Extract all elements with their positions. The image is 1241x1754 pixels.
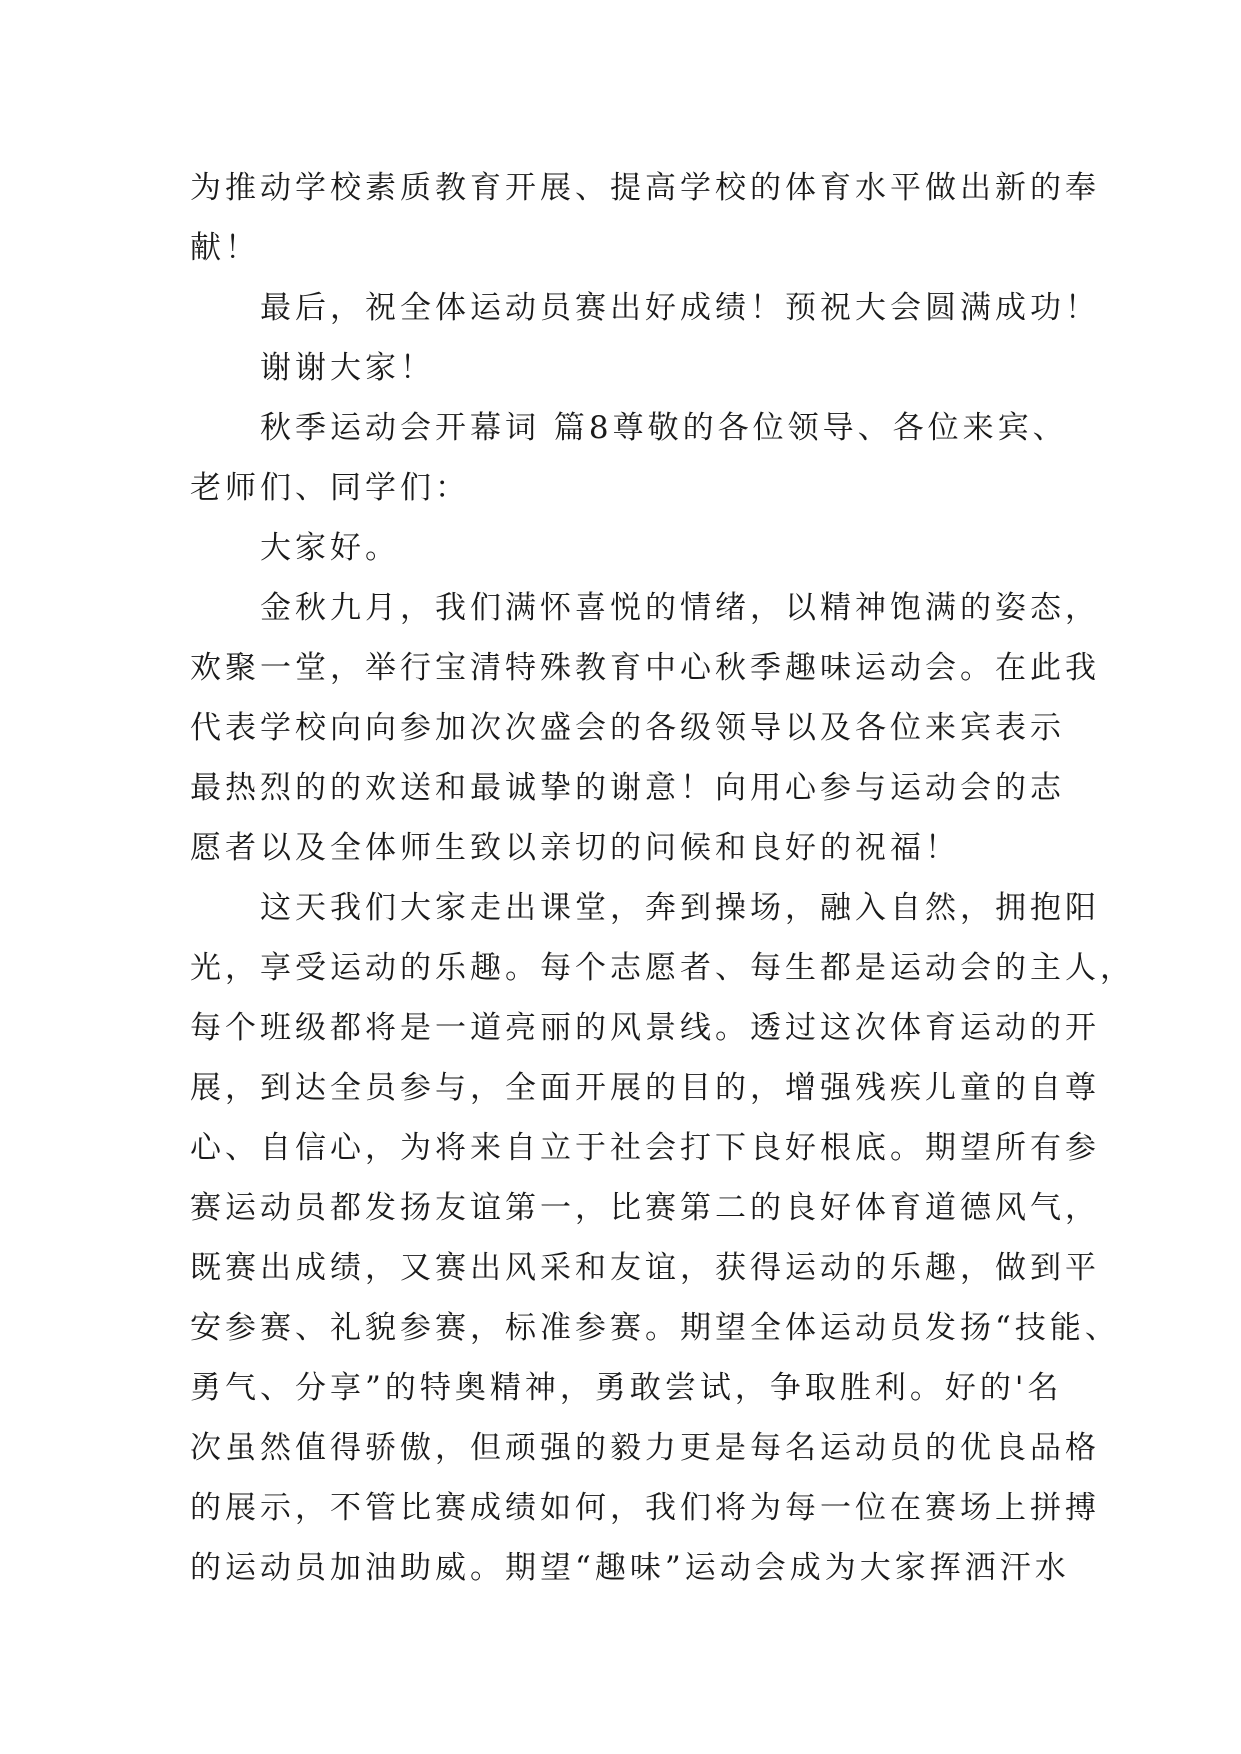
text-line: 献！: [190, 230, 260, 266]
text-line: 的运动员加油助威。期望“趣味”运动会成为大家挥洒汗水: [190, 1550, 1070, 1586]
text-line: 赛运动员都发扬友谊第一，比赛第二的良好体育道德风气，: [190, 1190, 1100, 1226]
text-line: 老师们、同学们：: [190, 470, 470, 506]
text-line: 最后，祝全体运动员赛出好成绩！预祝大会圆满成功！: [260, 290, 1100, 326]
text-line: 勇气、分享”的特奥精神，勇敢尝试，争取胜利。好的'名: [190, 1370, 1063, 1406]
section-heading-line: 秋季运动会开幕词 篇8尊敬的各位领导、各位来宾、: [260, 410, 1068, 446]
text-line: 大家好。: [260, 530, 400, 566]
text-line: 的展示，不管比赛成绩如何，我们将为每一位在赛场上拼搏: [190, 1490, 1100, 1526]
text-line: 为推动学校素质教育开展、提高学校的体育水平做出新的奉: [190, 170, 1100, 206]
text-line: 次虽然值得骄傲，但顽强的毅力更是每名运动员的优良品格: [190, 1430, 1100, 1466]
text-line: 每个班级都将是一道亮丽的风景线。透过这次体育运动的开: [190, 1010, 1100, 1046]
text-line: 既赛出成绩，又赛出风采和友谊，获得运动的乐趣，做到平: [190, 1250, 1100, 1286]
text-line: 光，享受运动的乐趣。每个志愿者、每生都是运动会的主人，: [190, 950, 1135, 986]
text-line: 欢聚一堂，举行宝清特殊教育中心秋季趣味运动会。在此我: [190, 650, 1100, 686]
text-line: 愿者以及全体师生致以亲切的问候和良好的祝福！: [190, 830, 960, 866]
text-line: 谢谢大家！: [260, 350, 435, 386]
text-line: 安参赛、礼貌参赛，标准参赛。期望全体运动员发扬“技能、: [190, 1310, 1120, 1346]
text-line: 金秋九月，我们满怀喜悦的情绪，以精神饱满的姿态，: [260, 590, 1100, 626]
text-line: 最热烈的的欢送和最诚挚的谢意！向用心参与运动会的志: [190, 770, 1065, 806]
text-line: 展，到达全员参与，全面开展的目的，增强残疾儿童的自尊: [190, 1070, 1100, 1106]
body-text: [190, 158, 1135, 1598]
text-line: 心、自信心，为将来自立于社会打下良好根底。期望所有参: [190, 1130, 1100, 1166]
text-line: 这天我们大家走出课堂，奔到操场，融入自然，拥抱阳: [260, 890, 1100, 926]
text-line: 代表学校向向参加次次盛会的各级领导以及各位来宾表示: [190, 710, 1065, 746]
